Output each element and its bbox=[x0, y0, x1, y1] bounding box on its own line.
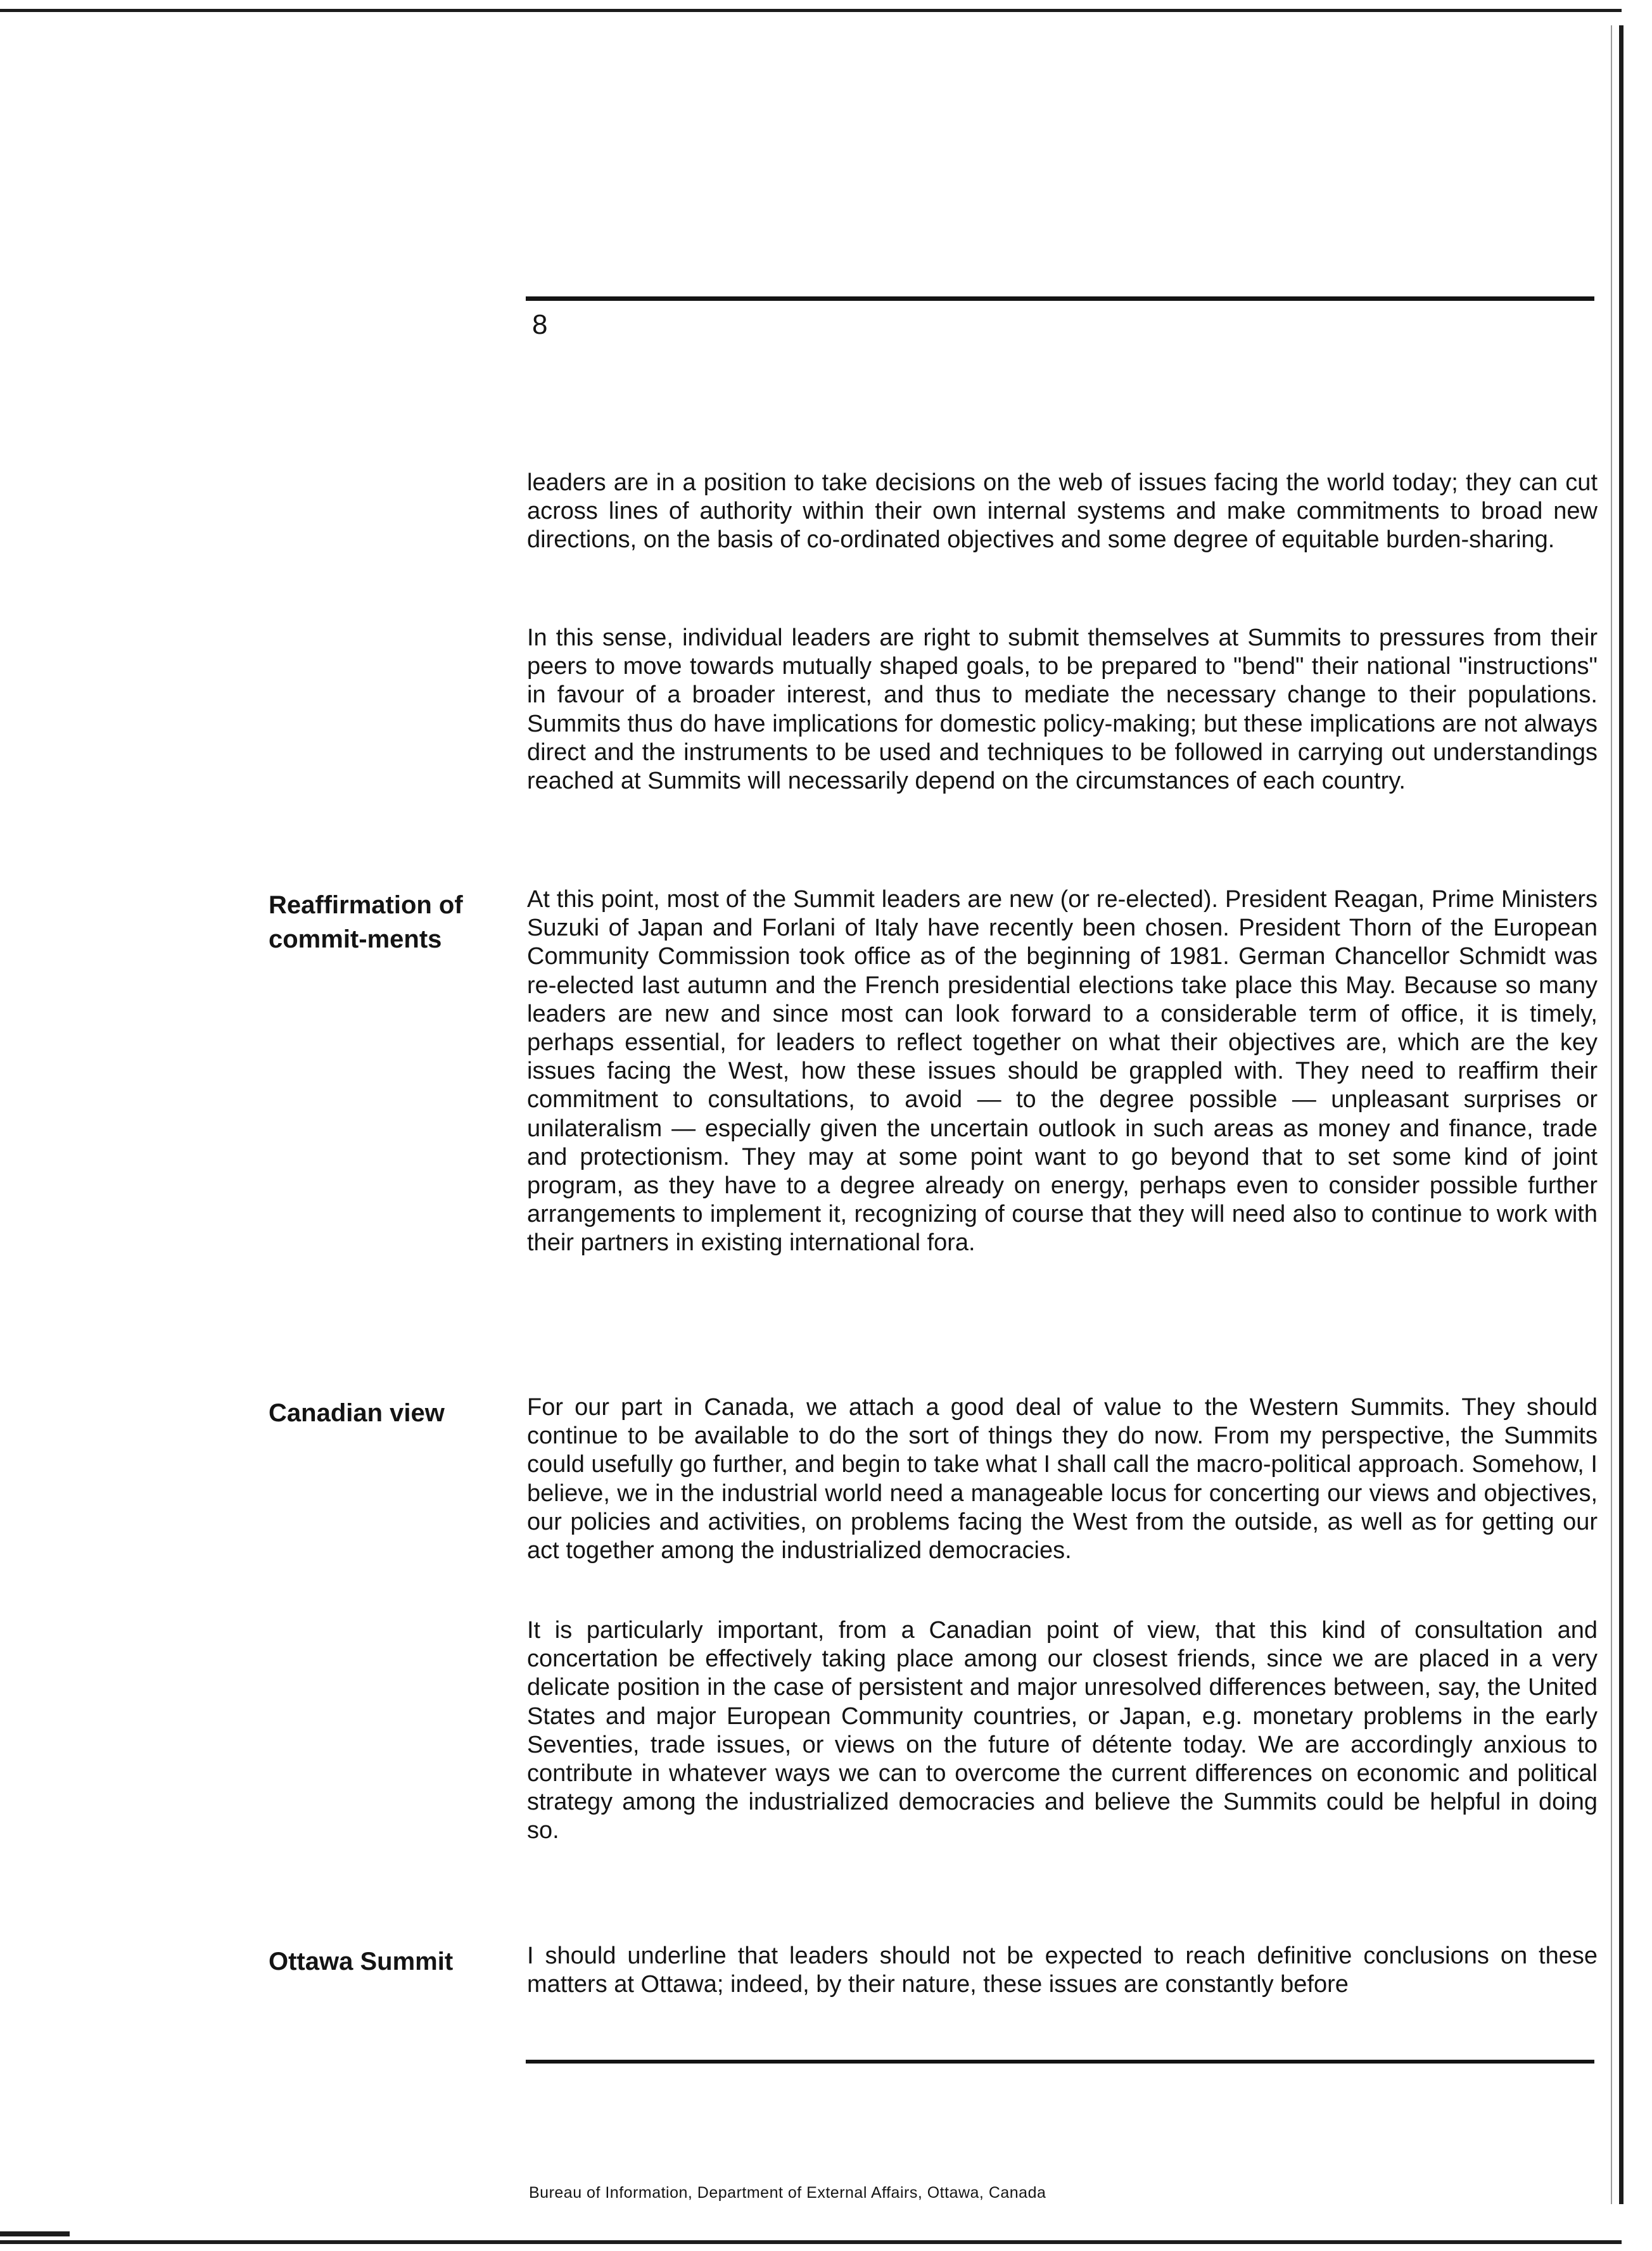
page-frame-top-edge bbox=[0, 9, 1622, 12]
page-frame-right-inner-edge bbox=[1611, 25, 1612, 2204]
footer-credit: Bureau of Information, Department of External Affairs, Ottawa, Canada bbox=[529, 2184, 1046, 2202]
side-heading-reaffirmation: Reaffirmation of commit-ments bbox=[269, 891, 463, 953]
side-heading-canadian-view: Canadian view bbox=[269, 1399, 445, 1427]
page-frame-corner-mark bbox=[0, 2231, 70, 2236]
page-frame-bottom-edge bbox=[0, 2240, 1622, 2244]
page-number: 8 bbox=[532, 309, 548, 340]
paragraph-canadian-view: For our part in Canada, we attach a good deal of value to the Western Summits. They should continue to be available to do the sort of things they do now. From my perspective, the Summits could usefully go further, and begin to take what I shall call the macro-political approach. Somehow, I believe, we in the industrial world need a manageable locus for concerting our views and objectives, our policies and activities, on problems facing the West from the outside, as well as for getting our act together among the industrialized democracies. bbox=[527, 1394, 1598, 1564]
paragraph-reaffirmation: At this point, most of the Summit leaders are new (or re-elected). President Reagan, Prime Ministers Suzuki of Japan and Forlani of Italy have recently been chosen. President Thorn of the European Community Commission took office as of the beginning of 1981. German Chancellor Schmidt was re-elected last autumn and the French presidential elections take place this May. Because so many leaders are new and since most can look forward to a considerable term of office, it is timely, perhaps essential, for leaders to reflect together on what their objectives are, which are the key issues facing the West, how these issues should be grappled with. They need to reaffirm their commitment to consultations, to avoid — to the degree possible — unpleasant surprises or unilateralism — especially given the uncertain outlook in such areas as money and finance, trade and protectionism. They may at some point want to go beyond that to set some kind of joint program, as they have to a degree already on energy, perhaps even to consider possible further arrangements to implement it, recognizing of course that they will need also to continue to work with their partners in existing international fora. bbox=[527, 886, 1598, 1257]
side-heading-ottawa-summit: Ottawa Summit bbox=[269, 1948, 454, 1975]
footer-rule bbox=[526, 2060, 1594, 2064]
header-rule bbox=[526, 296, 1594, 301]
paragraph-individual-leaders: In this sense, individual leaders are right to submit themselves at Summits to pressures from their peers to move towards mutually shaped goals, to be prepared to "bend" their national "instructions" in favour of a broader interest, and thus to mediate the necessary change to their populations. Summits thus do have implications for domestic policy-making; but these implications are not always direct and the instruments to be used and techniques to be followed in carrying out understandings reached at Summits will necessarily depend on the circumstances of each country. bbox=[527, 625, 1598, 795]
page-frame-right-edge bbox=[1619, 25, 1623, 2204]
paragraph-canadian-concertation: It is particularly important, from a Canadian point of view, that this kind of consultation and concertation be effectively taking place among our closest friends, since we are placed in a very delicate position in the case of persistent and major unresolved differences between, say, the United States and major European Community countries, or Japan, e.g. monetary problems in the early Seventies, trade issues, or views on the future of détente today. We are accordingly anxious to contribute in whatever ways we can to overcome the current differences on economic and political strategy among the industrialized democracies and believe the Summits could be helpful in doing so. bbox=[527, 1617, 1598, 1844]
paragraph-leaders-position: leaders are in a position to take decisions on the web of issues facing the world today; they can cut across lines of authority within their own internal systems and make commitments to broad new directions, on the basis of co-ordinated objectives and some degree of equitable burden-sharing. bbox=[527, 469, 1598, 554]
paragraph-ottawa-summit: I should underline that leaders should not be expected to reach definitive conclusions on these matters at Ottawa; indeed, by their nature, these issues are constantly before bbox=[527, 1943, 1598, 1998]
